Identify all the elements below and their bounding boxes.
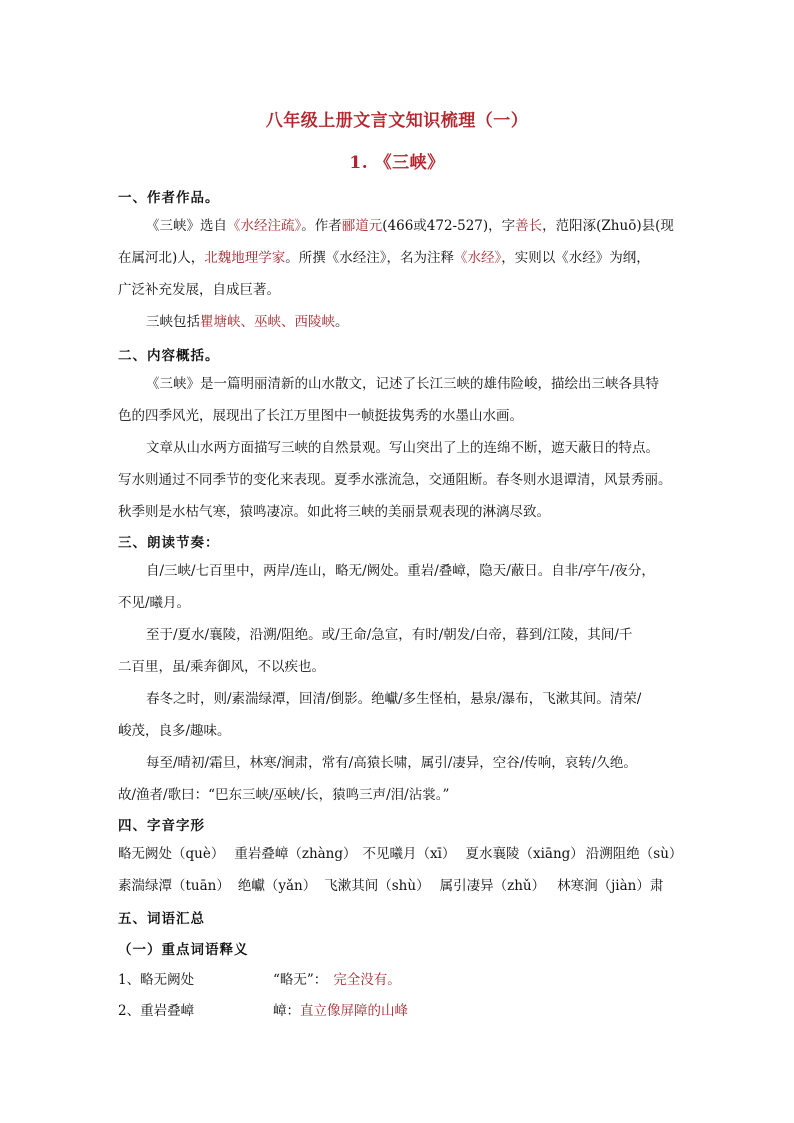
body-text: 。 <box>335 314 349 330</box>
paren-close: ） <box>668 846 683 862</box>
paren-open: （ <box>416 846 431 862</box>
paragraph-author-1c: 广泛补充发展，自成巨著。 <box>118 282 280 298</box>
vocab-item <box>118 999 408 1019</box>
rhythm-line-7: 每至/晴初/霜旦，林寒/涧肃，常有/高猿长啸，属引/凄异，空谷/传响，哀转/久绝。 <box>146 755 637 771</box>
pronunciation-entry <box>363 846 456 862</box>
paragraph-author-2 <box>118 306 706 338</box>
body-text: ，实则以《水经》为纲， <box>501 250 650 266</box>
pronunciation-row-2 <box>118 874 663 894</box>
pronunciation-entry <box>238 878 316 894</box>
paren-close: ） <box>636 878 650 894</box>
rhythm-line-3: 至于/夏水/襄陵，沿溯/阻绝。或/王命/急宣，有时/朝发/白帝，暮到/江陵，其间/千 <box>146 627 633 643</box>
summary-line-2: 色的四季风光，展现出了长江万里图中一帧挺拔隽秀的水墨山水画。 <box>118 408 523 424</box>
entry-pinyin: jiàn <box>611 878 637 894</box>
entry-pinyin: zhàng <box>301 846 344 862</box>
entry-pinyin: tuān <box>185 878 217 894</box>
section-heading-summary: 二、内容概括。 <box>118 348 220 364</box>
lesson-title: 1. 《三峡》 <box>349 153 445 173</box>
paren-close: ） <box>210 846 225 862</box>
rhythm-line-1: 自/三峡/七百里中，两岸/连山，略无/阙处。重岩/叠嶂，隐天/蔽日。自非/亭午/夜分， <box>146 563 655 579</box>
paren-open: （ <box>519 846 533 862</box>
paren-close: ） <box>531 878 546 894</box>
paragraph-author-1 <box>118 210 706 242</box>
vocab-term: 1、略无阙处 <box>118 972 195 988</box>
paren-close: ） <box>302 878 317 894</box>
vocab-key: 嶂： <box>273 1003 300 1019</box>
rhythm-line-5: 春冬之时，则/素湍绿潭，回清/倒影。绝巘/多生怪柏，悬泉/瀑布，飞漱其间。清荣/ <box>146 691 642 707</box>
body-text: 。作者 <box>301 218 342 234</box>
summary-line-3: 文章从山水两方面描写三峡的自然景观。写山突出了上的连绵不断，遮天蔽日的特点。 <box>146 440 659 456</box>
highlight-text: 《水经》 <box>454 250 502 266</box>
highlight-text: 郦道元 <box>341 218 383 234</box>
rhythm-line-4: 二百里，虽/乘奔御风，不以疾也。 <box>118 659 326 675</box>
entry-word: 沿溯阻绝 <box>585 846 640 862</box>
pronunciation-entry <box>234 846 356 862</box>
paren-open: （ <box>172 878 186 894</box>
entry-word: 素湍绿潭 <box>118 878 172 894</box>
document-title: 八年级上册文言文知识梳理（一） <box>265 111 529 131</box>
entry-word: 重岩叠嶂 <box>234 846 289 862</box>
body-text: 三峡包括 <box>146 314 200 330</box>
highlight-text: 瞿塘峡、巫峡、西陵峡 <box>200 314 335 330</box>
entry-word: 不见曦月 <box>362 846 417 862</box>
entry-word: 林寒涧 <box>557 878 598 894</box>
paren-open: （ <box>493 878 508 894</box>
pronunciation-entry <box>118 878 230 894</box>
paren-close: ） <box>441 846 456 862</box>
vocab-term: 2、重岩叠嶂 <box>118 1003 195 1019</box>
vocab-key: “略无”： <box>273 972 328 988</box>
entry-word: 属引凄异 <box>439 878 494 894</box>
body-text: (466或472-527)，字 <box>382 218 516 234</box>
paragraph-author-1b <box>118 242 678 274</box>
paren-open: （ <box>597 878 612 894</box>
highlight-text: 北魏地理学家 <box>204 250 286 266</box>
paren-open: （ <box>264 878 279 894</box>
paren-open: （ <box>639 846 654 862</box>
entry-word: 绝巘 <box>237 878 265 894</box>
rhythm-line-8: 故/渔者/歌曰：“巴东三峡/巫峡/长，猿鸣三声/泪/沾裳。” <box>118 787 450 803</box>
section-heading-vocabulary: 五、词语汇总 <box>118 911 205 927</box>
entry-pinyin: xī <box>430 846 442 862</box>
vocab-item <box>118 968 401 988</box>
pronunciation-entry <box>586 846 683 862</box>
entry-pinyin: sù <box>653 846 669 862</box>
entry-pinyin: què <box>185 846 211 862</box>
paren-open: （ <box>288 846 302 862</box>
paren-close: ） <box>416 878 430 894</box>
highlight-text: 善长 <box>515 218 543 234</box>
body-text: ，范阳涿(Zhuō)县(现 <box>542 218 674 234</box>
paren-open: （ <box>172 846 186 862</box>
pronunciation-entry <box>440 878 546 894</box>
subsection-heading: （一）重点词语释义 <box>118 942 249 958</box>
pronunciation-entry <box>557 878 663 894</box>
entry-pinyin: shù <box>391 878 417 894</box>
entry-word: 飞漱其间 <box>324 878 379 894</box>
summary-line-5: 秋季则是水枯气寒，猿鸣凄凉。如此将三峡的美丽景观表现的淋漓尽致。 <box>118 504 550 520</box>
entry-tail: 肃 <box>649 878 664 894</box>
paren-close: ） <box>216 878 230 894</box>
pronunciation-entry <box>465 846 583 862</box>
section-heading-pronunciation: 四、字音字形 <box>118 818 205 834</box>
entry-pinyin: yǎn <box>278 878 303 894</box>
entry-pinyin: zhǔ <box>507 878 532 894</box>
body-text: 在属河北)人， <box>118 250 205 266</box>
entry-word: 略无阙处 <box>118 846 172 862</box>
section-heading-rhythm: 三、朗读节奏： <box>118 535 220 551</box>
vocab-meaning: 完全没有。 <box>333 972 401 988</box>
entry-pinyin: xiāng <box>532 846 571 862</box>
summary-line-1: 《三峡》是一篇明丽清新的山水散文，记述了长江三峡的雄伟险峻，描绘出三峡各具特 <box>146 376 659 392</box>
highlight-text: 《水经注疏》 <box>227 218 302 234</box>
pronunciation-entry <box>324 878 429 894</box>
paren-open: （ <box>378 878 392 894</box>
vocab-meaning: 直立像屏障的山峰 <box>300 1003 408 1019</box>
body-text: 。所撰《水经注》，名为注释 <box>285 250 455 266</box>
paren-close: ） <box>570 846 584 862</box>
body-text: 《三峡》选自 <box>146 218 227 234</box>
paren-close: ） <box>343 846 357 862</box>
pronunciation-entry <box>118 846 224 862</box>
summary-line-4: 写水则通过不同季节的变化来表现。夏季水涨流急，交通阻断。春冬则水退谭清，风景秀丽。 <box>118 472 672 488</box>
entry-word: 夏水襄陵 <box>465 846 520 862</box>
rhythm-line-2: 不见/曦月。 <box>118 595 191 611</box>
pronunciation-row-1 <box>118 842 682 862</box>
rhythm-line-6: 峻茂，良多/趣味。 <box>118 723 231 739</box>
section-heading-author: 一、作者作品。 <box>118 190 220 206</box>
